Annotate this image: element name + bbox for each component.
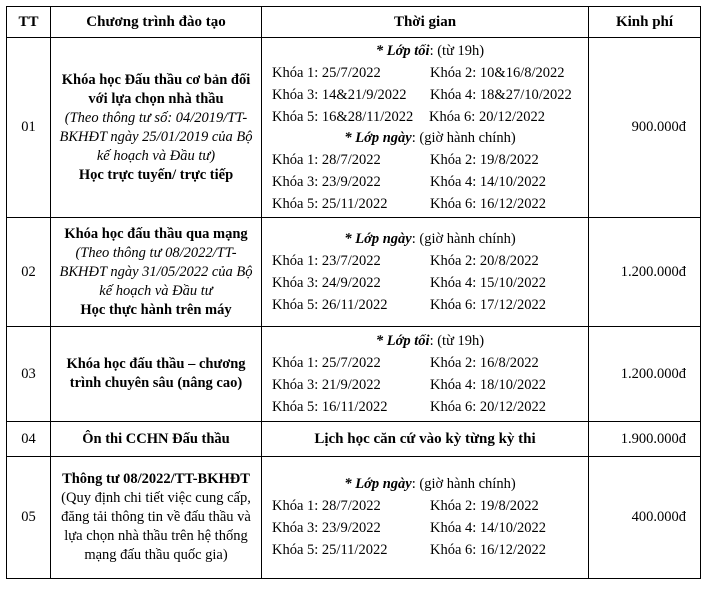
program-title: Khóa học Đấu thầu cơ bản đối với lựa chọn nhà thầu (61, 71, 251, 107)
course-date: Khóa 4: 15/10/2022 (430, 274, 546, 291)
course-date: Khóa 6: 20/12/2022 (430, 398, 546, 415)
row-number: 02 (7, 218, 51, 327)
program-cell (51, 457, 262, 579)
course-date: Khóa 3: 23/9/2022 (272, 173, 381, 190)
cost-cell: 900.000đ (589, 38, 701, 218)
time-cell (262, 327, 589, 422)
session-heading: * Lớp tối: (từ 19h) (375, 332, 485, 349)
program-mode: Học trực tuyến/ trực tiếp (78, 166, 234, 183)
course-date: Khóa 3: 23/9/2022 (272, 520, 381, 536)
row-number: 05 (7, 457, 51, 579)
course-date: Khóa 2: 10&16/8/2022 (430, 64, 565, 81)
course-date: Khóa 4: 18/10/2022 (430, 376, 546, 393)
program-note: (Theo thông tư số: 04/2019/TT-BKHĐT ngày 25/01/2019 của Bộ kế hoạch và Đầu tư) (59, 109, 253, 164)
session-heading: * Lớp tối: (từ 19h) (375, 42, 485, 59)
time-cell (262, 38, 589, 218)
course-date: Khóa 4: 14/10/2022 (430, 173, 546, 190)
program-title: Ôn thi CCHN Đấu thầu (82, 430, 230, 447)
course-date: Khóa 5: 16/11/2022 (272, 398, 388, 415)
header-row (7, 7, 701, 38)
header-time: Thời gian (262, 7, 589, 38)
program-cell (51, 327, 262, 422)
table-row (7, 218, 701, 327)
course-date: Khóa 2: 19/8/2022 (430, 498, 539, 514)
course-date: Khóa 3: 14&21/9/2022 (272, 86, 407, 103)
program-title: Thông tư 08/2022/TT-BKHĐT (62, 471, 250, 487)
table-row (7, 38, 701, 218)
program-cell (51, 38, 262, 218)
course-date: Khóa 6: 16/12/2022 (430, 542, 546, 558)
training-schedule-table (6, 6, 701, 579)
table-row (7, 327, 701, 422)
header-program: Chương trình đào tạo (51, 7, 262, 38)
course-date: Khóa 2: 20/8/2022 (430, 252, 539, 269)
course-date: Khóa 5: 16&28/11/2022 (272, 108, 414, 125)
course-date: Khóa 6: 16/12/2022 (430, 195, 546, 212)
row-number: 04 (7, 422, 51, 457)
cost-cell: 1.900.000đ (589, 422, 701, 457)
header-cost: Kinh phí (589, 7, 701, 38)
session-heading: * Lớp ngày: (giờ hành chính) (344, 476, 516, 492)
course-date: Khóa 4: 14/10/2022 (430, 520, 546, 536)
time-cell (262, 218, 589, 327)
course-date: Khóa 2: 19/8/2022 (430, 151, 539, 168)
course-date: Khóa 5: 25/11/2022 (272, 542, 388, 558)
cost-cell: 1.200.000đ (589, 218, 701, 327)
schedule-note: Lịch học căn cứ vào kỳ từng kỳ thi (314, 430, 536, 447)
row-number: 03 (7, 327, 51, 422)
course-date: Khóa 6: 17/12/2022 (430, 296, 546, 313)
course-date: Khóa 4: 18&27/10/2022 (430, 86, 572, 103)
course-date: Khóa 1: 28/7/2022 (272, 151, 381, 168)
course-date: Khóa 1: 23/7/2022 (272, 252, 381, 269)
program-title: Khóa học đấu thầu qua mạng (64, 225, 248, 242)
program-description: (Quy định chi tiết việc cung cấp, đăng tải thông tin về đấu thầu và lựa chọn nhà thầu trên hệ thống mạng đấu thầu quốc gia) (61, 490, 251, 563)
cost-cell: 1.200.000đ (589, 327, 701, 422)
program-note: (Theo thông tư 08/2022/TT-BKHĐT ngày 31/05/2022 của Bộ kế hoạch và Đầu tư (59, 244, 253, 299)
table-row (7, 422, 701, 457)
program-mode: Học thực hành trên máy (80, 301, 232, 318)
course-date: Khóa 1: 25/7/2022 (272, 64, 381, 81)
row-number: 01 (7, 38, 51, 218)
course-date: Khóa 5: 25/11/2022 (272, 195, 388, 212)
header-tt: TT (7, 7, 51, 38)
cost-cell: 400.000đ (589, 457, 701, 579)
course-date: Khóa 6: 20/12/2022 (429, 108, 546, 125)
session-heading: * Lớp ngày: (giờ hành chính) (344, 230, 516, 247)
course-date: Khóa 1: 25/7/2022 (272, 354, 381, 371)
course-date: Khóa 2: 16/8/2022 (430, 354, 539, 371)
course-date: Khóa 5: 26/11/2022 (272, 296, 388, 313)
program-title: Khóa học đấu thầu – chương trình chuyên sâu (nâng cao) (66, 356, 246, 391)
course-date: Khóa 3: 24/9/2022 (272, 274, 381, 291)
course-date: Khóa 1: 28/7/2022 (272, 498, 381, 514)
program-cell (51, 422, 262, 457)
table-row (7, 457, 701, 579)
course-date: Khóa 3: 21/9/2022 (272, 376, 381, 393)
session-heading: * Lớp ngày: (giờ hành chính) (344, 129, 516, 146)
program-cell (51, 218, 262, 327)
time-cell (262, 422, 589, 457)
time-cell (262, 457, 589, 579)
